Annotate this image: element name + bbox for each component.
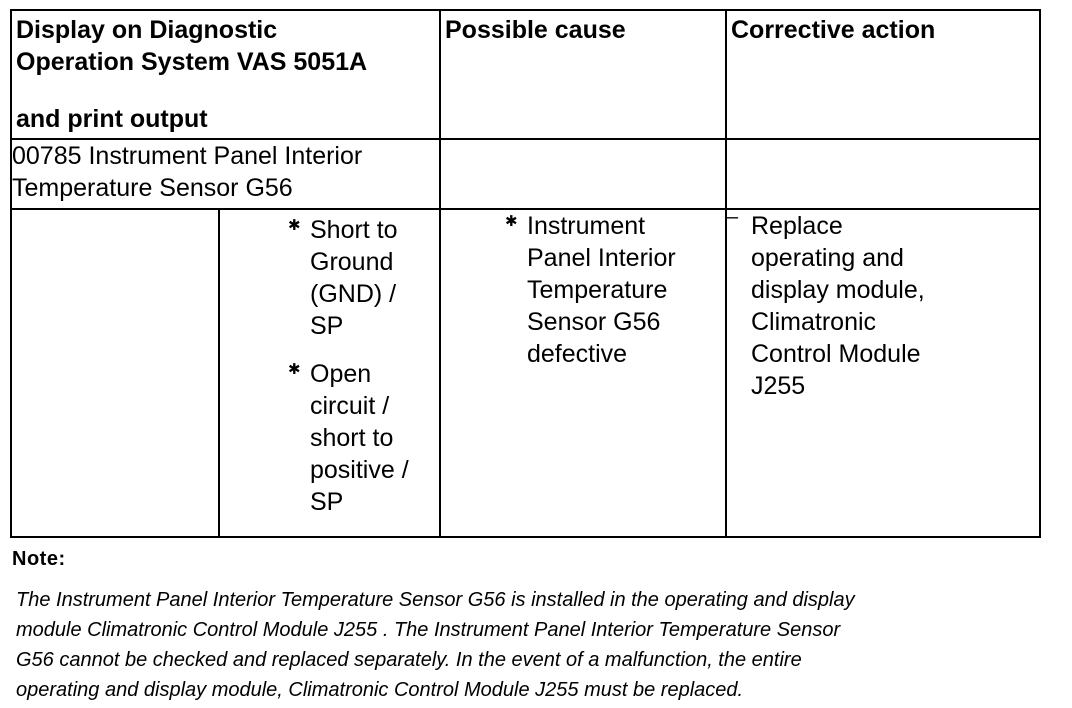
detail-row	[11, 209, 1040, 537]
action-text: Replace operating and display module, Climatronic Control Module J255	[751, 212, 925, 400]
header-display-line-3: and print output	[16, 105, 208, 133]
header-display-line-2: Operation System VAS 5051A	[16, 48, 368, 76]
fault-list	[220, 210, 439, 536]
fault-indent-cell	[12, 210, 220, 536]
list-item	[288, 214, 439, 342]
fault-short-to-ground: Short to Ground (GND) / SP	[310, 216, 398, 340]
note-line-3: G56 cannot be checked and replaced separately. In the event of a malfunction, the entire	[16, 649, 802, 671]
dtc-cause-empty	[440, 139, 726, 209]
bullet-icon: ✱	[505, 213, 518, 230]
dtc-line-1: 00785 Instrument Panel Interior	[12, 142, 363, 170]
cause-cell	[440, 209, 726, 537]
header-possible-cause: Possible cause	[440, 10, 726, 139]
dtc-cell	[11, 139, 440, 209]
fault-open-circuit: Open circuit / short to positive / SP	[310, 360, 409, 516]
header-display-line-1: Display on Diagnostic	[16, 16, 278, 44]
diagnostic-table	[10, 9, 1041, 538]
note-line-4: operating and display module, Climatronic Control Module J255 must be replaced.	[16, 679, 744, 701]
action-cell	[726, 206, 1040, 537]
note-line-2: module Climatronic Control Module J255 . The Instrument Panel Interior Temperature Sensor	[16, 619, 841, 641]
header-row	[11, 10, 1040, 139]
dtc-line-2: Temperature Sensor G56	[12, 174, 293, 202]
note-line-1: The Instrument Panel Interior Temperature Sensor G56 is installed in the operating and display	[16, 589, 855, 611]
list-item	[288, 358, 439, 518]
cause-text: Instrument Panel Interior Temperature Sensor G56 defective	[527, 212, 676, 368]
list-item	[505, 210, 725, 370]
bullet-icon: ✱	[288, 361, 301, 378]
dtc-action-empty	[726, 139, 1040, 209]
dash-icon: –	[727, 206, 739, 228]
dtc-row	[11, 139, 1040, 209]
list-item	[727, 206, 1039, 402]
header-display	[11, 10, 440, 139]
fault-cell	[11, 209, 440, 537]
note-title: Note:	[12, 548, 66, 570]
header-corrective-action: Corrective action	[726, 10, 1040, 139]
bullet-icon: ✱	[288, 217, 301, 234]
note-body	[16, 585, 1066, 705]
